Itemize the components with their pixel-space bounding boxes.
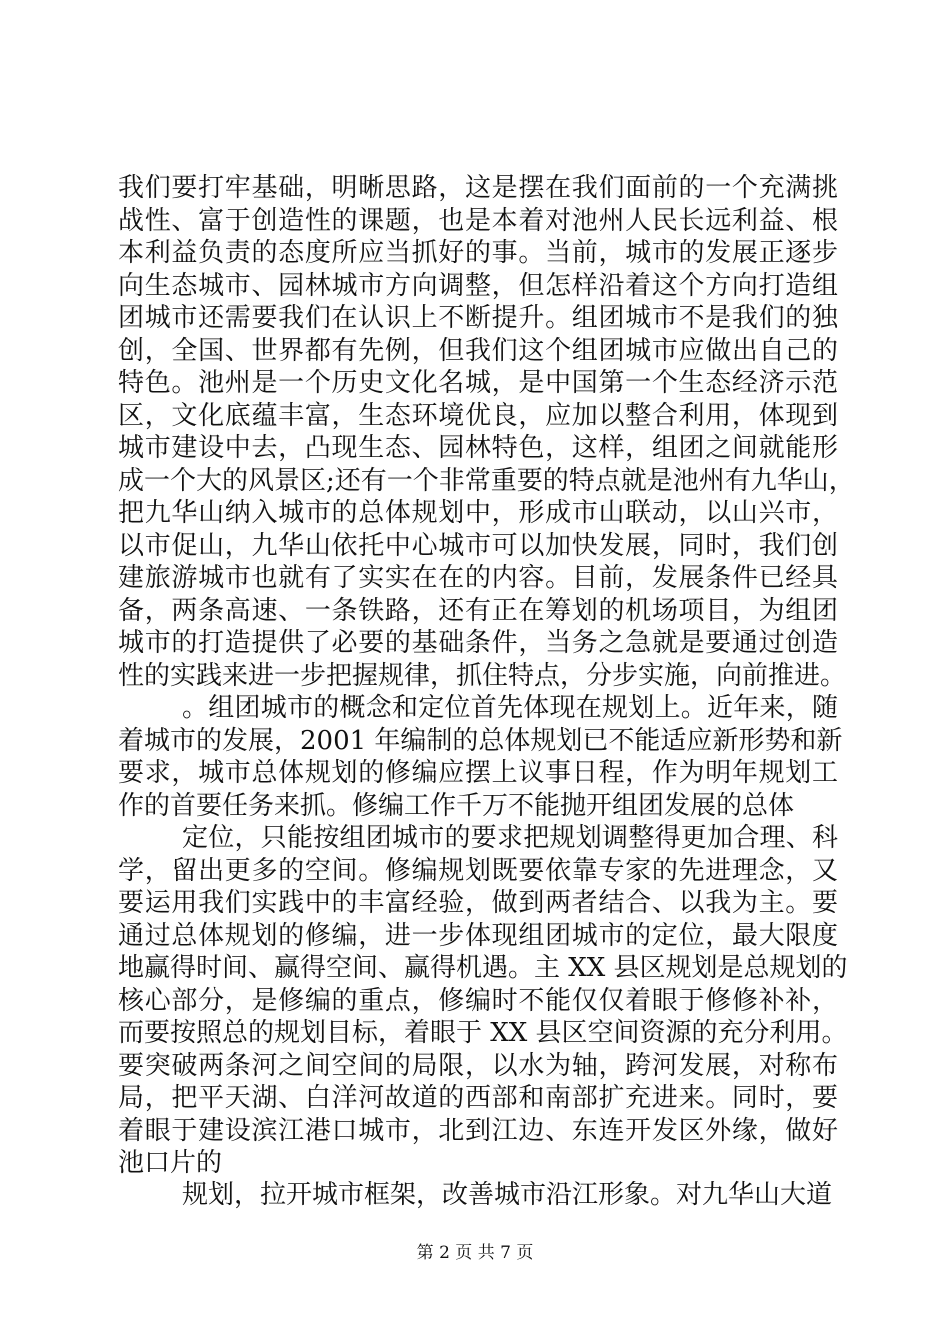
text-line: 建旅游城市也就有了实实在在的内容。目前，发展条件已经具 [118,563,838,593]
text-line: 池口片的 [118,1148,223,1178]
paragraph-4 [118,1179,838,1212]
text-line: 着城市的发展，2001 年编制的总体规划已不能适应新形势和新 [118,725,843,756]
text-line: 向生态城市、园林城市方向调整，但怎样沿着这个方向打造组 [118,270,838,301]
text-line: 局，把平天湖、白洋河故道的西部和南部扩充进来。同时，要 [118,1083,838,1113]
text-line: 特色。池州是一个历史文化名城，是中国第一个生态经济示范 [118,368,838,398]
paragraph-3 [118,822,848,1180]
text-line: 通过总体规划的修编，进一步体现组团城市的定位，最大限度 [118,920,838,951]
text-line: 城市建设中去，凸现生态、园林特色，这样，组团之间就能形 [118,433,838,463]
text-line: 区，文化底蕴丰富，生态环境优良，应加以整合利用，体现到 [118,400,838,431]
text-line: 要运用我们实践中的丰富经验，做到两者结合、以我为主。要 [118,888,838,918]
text-line: 作的首要任务来抓。修编工作千万不能抛开组团发展的总体 [118,790,795,821]
text-line: 城市的打造提供了必要的基础条件，当务之急就是要通过创造 [118,628,838,658]
text-line: 要求，城市总体规划的修编应摆上议事日程，作为明年规划工 [118,758,838,788]
text-line: 团城市还需要我们在认识上不断提升。组团城市不是我们的独 [118,303,838,333]
text-line: 创，全国、世界都有先例，但我们这个组团城市应做出自己的 [118,335,838,366]
text-line: 以市促山，九华山依托中心城市可以加快发展，同时，我们创 [118,530,838,561]
text-line: 。组团城市的概念和定位首先体现在规划上。近年来，随 [182,693,838,723]
text-line: 战性、富于创造性的课题，也是本着对池州人民长远利益、根 [118,205,838,236]
text-line: 着眼于建设滨江港口城市，北到江边、东连开发区外缘，做好 [118,1115,838,1146]
paragraph-2 [118,692,843,822]
text-line: 把九华山纳入城市的总体规划中，形成市山联动，以山兴市， [118,498,838,528]
text-line: 成一个大的风景区;还有一个非常重要的特点就是池州有九华山， [118,465,855,496]
text-line: 备，两条高速、一条铁路，还有正在筹划的机场项目，为组团 [118,595,838,626]
text-line: 我们要打牢基础，明晰思路，这是摆在我们面前的一个充满挑 [118,173,838,203]
text-line: 地赢得时间、赢得空间、赢得机遇。主 XX 县区规划是总规划的 [118,953,848,983]
text-line: 定位，只能按组团城市的要求把规划调整得更加合理、科 [182,823,838,853]
text-line: 学，留出更多的空间。修编规划既要依靠专家的先进理念，又 [118,855,838,886]
text-line: 核心部分，是修编的重点，修编时不能仅仅着眼于修修补补， [118,985,838,1016]
text-line: 规划，拉开城市框架，改善城市沿江形象。对九华山大道 [182,1180,833,1210]
text-line: 要突破两条河之间空间的局限，以水为轴，跨河发展，对称布 [118,1050,838,1081]
text-line: 而要按照总的规划目标，着眼于 XX 县区空间资源的充分利用。 [118,1018,848,1048]
text-line: 本利益负责的态度所应当抓好的事。当前，城市的发展正逐步 [118,238,838,268]
paragraph-1 [118,172,855,692]
page-number-footer: 第 2 页 共 7 页 [416,1243,534,1263]
text-line: 性的实践来进一步把握规律，抓住特点，分步实施，向前推进。 [118,660,847,691]
